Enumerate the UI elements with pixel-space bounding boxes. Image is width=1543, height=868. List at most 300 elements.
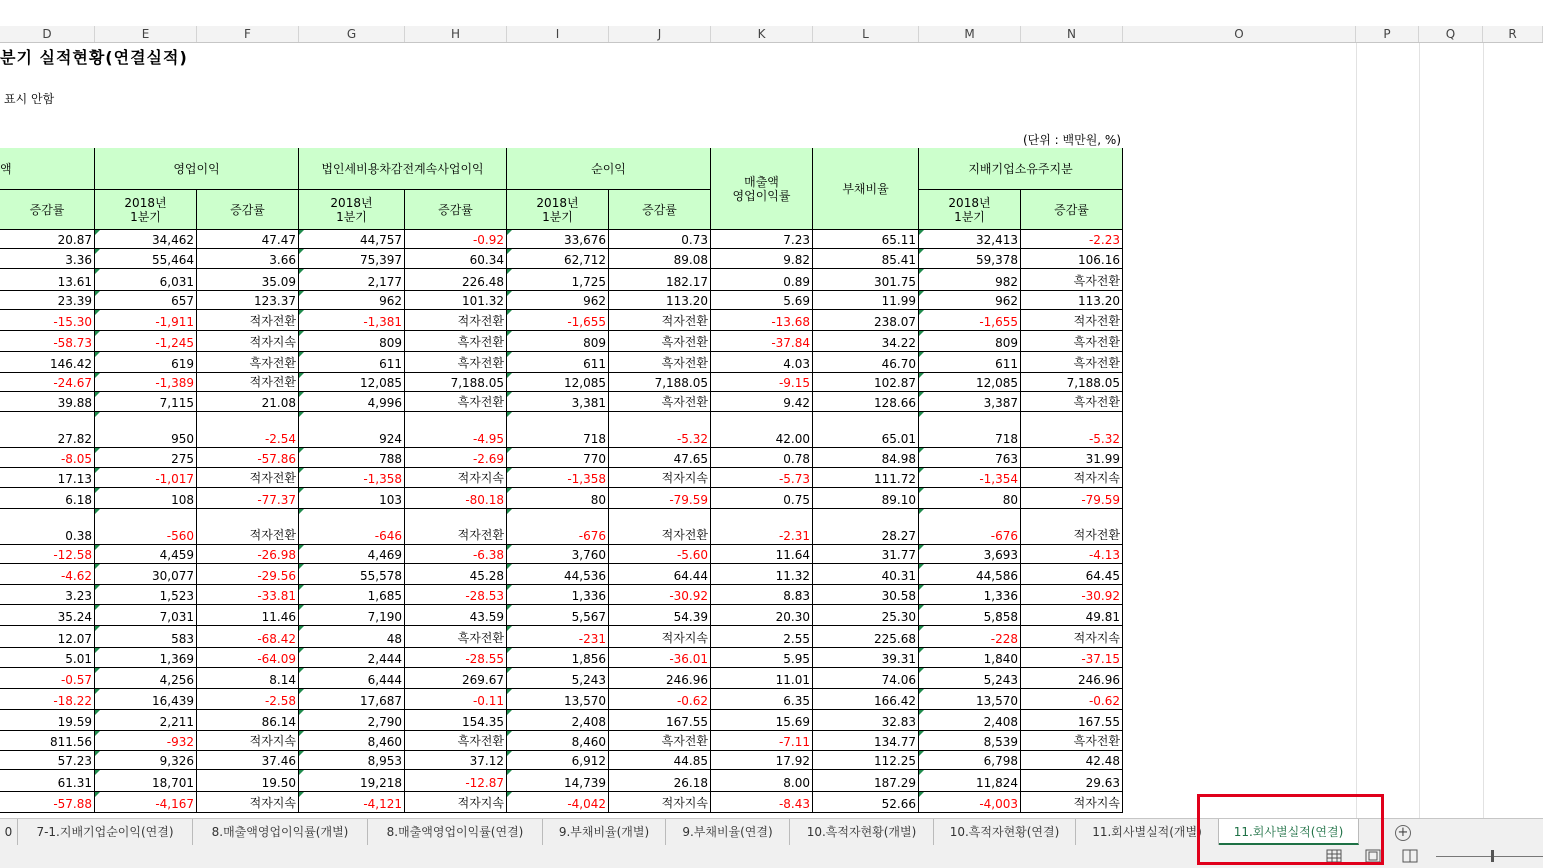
table-cell[interactable]: -64.09 <box>197 648 299 667</box>
table-cell[interactable]: 924 <box>299 412 405 447</box>
table-cell[interactable]: -80.18 <box>405 488 507 508</box>
column-header-h[interactable]: H <box>405 26 507 42</box>
table-cell[interactable]: 48 <box>299 626 405 647</box>
table-cell[interactable]: 1,685 <box>299 585 405 604</box>
table-cell[interactable]: 269.67 <box>405 668 507 688</box>
table-cell[interactable]: -1,381 <box>299 310 405 330</box>
column-header-k[interactable]: K <box>711 26 813 42</box>
table-cell[interactable]: 흑자전환 <box>609 392 711 411</box>
table-cell[interactable]: 적자전환 <box>197 509 299 544</box>
table-cell[interactable]: 12.07 <box>0 626 95 647</box>
table-cell[interactable]: 5,858 <box>919 605 1021 625</box>
table-cell[interactable]: -5.32 <box>1021 412 1123 447</box>
table-cell[interactable]: 11.64 <box>711 545 813 563</box>
table-cell[interactable]: -1,017 <box>95 468 197 487</box>
table-cell[interactable]: 3.23 <box>0 585 95 604</box>
zoom-slider[interactable] <box>1436 856 1543 857</box>
table-cell[interactable]: 43.59 <box>405 605 507 625</box>
table-cell[interactable]: 31.99 <box>1021 448 1123 467</box>
table-cell[interactable]: -1,389 <box>95 373 197 391</box>
sheet-tab[interactable]: 10.흑적자현황(개별) <box>790 819 934 845</box>
table-cell[interactable]: 적자전환 <box>609 310 711 330</box>
column-header-p[interactable]: P <box>1356 26 1419 42</box>
table-cell[interactable]: -5.73 <box>711 468 813 487</box>
table-cell[interactable]: 57.23 <box>0 751 95 769</box>
table-cell[interactable]: 6.35 <box>711 689 813 709</box>
table-cell[interactable]: 8,953 <box>299 751 405 769</box>
table-cell[interactable]: 1,369 <box>95 648 197 667</box>
table-cell[interactable]: 9.82 <box>711 249 813 268</box>
table-cell[interactable]: 238.07 <box>813 310 919 330</box>
page-break-icon[interactable] <box>1402 849 1418 863</box>
table-cell[interactable]: 17,687 <box>299 689 405 709</box>
table-cell[interactable]: 39.88 <box>0 392 95 411</box>
table-cell[interactable]: 40.31 <box>813 564 919 584</box>
table-cell[interactable]: 5,243 <box>919 668 1021 688</box>
table-cell[interactable]: 44,757 <box>299 230 405 248</box>
table-cell[interactable]: 42.48 <box>1021 751 1123 769</box>
column-header-m[interactable]: M <box>919 26 1021 42</box>
table-cell[interactable]: 흑자전환 <box>405 626 507 647</box>
table-cell[interactable]: 2,177 <box>299 269 405 290</box>
table-cell[interactable]: 85.41 <box>813 249 919 268</box>
table-cell[interactable]: 102.87 <box>813 373 919 391</box>
sheet-tab[interactable]: 9.부채비율(연결) <box>666 819 790 845</box>
sheet-tab[interactable]: 11.회사별실적(개별) <box>1076 819 1219 845</box>
table-cell[interactable]: 657 <box>95 291 197 309</box>
table-cell[interactable]: 4,469 <box>299 545 405 563</box>
table-cell[interactable]: 45.28 <box>405 564 507 584</box>
table-cell[interactable]: 44,536 <box>507 564 609 584</box>
table-cell[interactable]: 128.66 <box>813 392 919 411</box>
table-cell[interactable]: 49.81 <box>1021 605 1123 625</box>
table-cell[interactable]: 32.83 <box>813 710 919 730</box>
sheet-tab[interactable]: 8.매출액영업이익률(개별) <box>193 819 368 845</box>
table-cell[interactable]: 134.77 <box>813 731 919 750</box>
table-cell[interactable]: 8.83 <box>711 585 813 604</box>
column-header-i[interactable]: I <box>507 26 609 42</box>
table-cell[interactable]: 7,188.05 <box>405 373 507 391</box>
table-cell[interactable]: 4,996 <box>299 392 405 411</box>
table-cell[interactable]: 19.59 <box>0 710 95 730</box>
table-cell[interactable]: 3,387 <box>919 392 1021 411</box>
table-cell[interactable]: 0.78 <box>711 448 813 467</box>
table-cell[interactable]: 흑자전환 <box>609 352 711 372</box>
table-cell[interactable]: -932 <box>95 731 197 750</box>
table-cell[interactable]: 2,211 <box>95 710 197 730</box>
table-cell[interactable]: 55,464 <box>95 249 197 268</box>
table-cell[interactable]: 7,188.05 <box>1021 373 1123 391</box>
table-cell[interactable]: -58.73 <box>0 331 95 351</box>
table-cell[interactable]: 흑자전환 <box>609 331 711 351</box>
table-cell[interactable]: 982 <box>919 269 1021 290</box>
table-cell[interactable]: 7.23 <box>711 230 813 248</box>
table-cell[interactable]: 흑자전환 <box>1021 331 1123 351</box>
table-cell[interactable]: -6.38 <box>405 545 507 563</box>
table-cell[interactable]: 15.69 <box>711 710 813 730</box>
table-cell[interactable]: 59,378 <box>919 249 1021 268</box>
table-cell[interactable]: 52.66 <box>813 792 919 812</box>
table-cell[interactable]: 적자지속 <box>609 792 711 812</box>
table-cell[interactable]: -2.58 <box>197 689 299 709</box>
column-header-l[interactable]: L <box>813 26 919 42</box>
table-cell[interactable]: 12,085 <box>919 373 1021 391</box>
table-cell[interactable]: 11.32 <box>711 564 813 584</box>
table-cell[interactable]: 146.42 <box>0 352 95 372</box>
worksheet-grid[interactable] <box>0 43 1543 818</box>
table-cell[interactable]: 31.77 <box>813 545 919 563</box>
table-cell[interactable]: 27.82 <box>0 412 95 447</box>
table-cell[interactable]: -26.98 <box>197 545 299 563</box>
table-cell[interactable]: 84.98 <box>813 448 919 467</box>
table-cell[interactable]: 37.46 <box>197 751 299 769</box>
zoom-slider-thumb[interactable] <box>1491 850 1494 862</box>
column-header-g[interactable]: G <box>299 26 405 42</box>
table-cell[interactable]: 적자지속 <box>197 731 299 750</box>
column-header-n[interactable]: N <box>1021 26 1123 42</box>
table-cell[interactable]: 583 <box>95 626 197 647</box>
sheet-tab[interactable]: 11.회사별실적(연결) <box>1219 819 1359 845</box>
table-cell[interactable]: 11,824 <box>919 770 1021 791</box>
table-cell[interactable]: 39.31 <box>813 648 919 667</box>
table-cell[interactable]: 26.18 <box>609 770 711 791</box>
table-cell[interactable]: -1,911 <box>95 310 197 330</box>
table-cell[interactable]: 108 <box>95 488 197 508</box>
table-cell[interactable]: -5.32 <box>609 412 711 447</box>
column-header-d[interactable]: D <box>0 26 95 42</box>
table-cell[interactable]: 301.75 <box>813 269 919 290</box>
table-cell[interactable]: 809 <box>507 331 609 351</box>
table-cell[interactable]: -37.15 <box>1021 648 1123 667</box>
table-cell[interactable]: 적자지속 <box>405 468 507 487</box>
table-cell[interactable]: 8,460 <box>507 731 609 750</box>
table-cell[interactable]: 167.55 <box>1021 710 1123 730</box>
table-cell[interactable]: -7.11 <box>711 731 813 750</box>
table-cell[interactable]: -0.57 <box>0 668 95 688</box>
table-cell[interactable]: 21.08 <box>197 392 299 411</box>
table-cell[interactable]: -646 <box>299 509 405 544</box>
table-cell[interactable]: 2,444 <box>299 648 405 667</box>
table-cell[interactable]: 흑자전환 <box>1021 269 1123 290</box>
table-cell[interactable]: 3,760 <box>507 545 609 563</box>
table-cell[interactable]: 28.27 <box>813 509 919 544</box>
table-cell[interactable]: -68.42 <box>197 626 299 647</box>
table-cell[interactable]: 3.36 <box>0 249 95 268</box>
table-cell[interactable]: 3.66 <box>197 249 299 268</box>
table-cell[interactable]: 적자지속 <box>1021 626 1123 647</box>
table-cell[interactable]: 166.42 <box>813 689 919 709</box>
table-cell[interactable]: 33,676 <box>507 230 609 248</box>
table-cell[interactable]: 13,570 <box>507 689 609 709</box>
table-cell[interactable]: 19,218 <box>299 770 405 791</box>
table-cell[interactable]: 89.08 <box>609 249 711 268</box>
table-cell[interactable]: 61.31 <box>0 770 95 791</box>
table-cell[interactable]: 적자지속 <box>609 626 711 647</box>
table-cell[interactable]: 182.17 <box>609 269 711 290</box>
table-cell[interactable]: 적자지속 <box>405 792 507 812</box>
table-cell[interactable]: -1,354 <box>919 468 1021 487</box>
table-cell[interactable]: 30.58 <box>813 585 919 604</box>
table-cell[interactable]: -4,167 <box>95 792 197 812</box>
table-cell[interactable]: -77.37 <box>197 488 299 508</box>
table-cell[interactable]: 611 <box>507 352 609 372</box>
table-cell[interactable]: 154.35 <box>405 710 507 730</box>
table-cell[interactable]: -8.05 <box>0 448 95 467</box>
table-cell[interactable]: 35.09 <box>197 269 299 290</box>
table-cell[interactable]: 흑자전환 <box>1021 392 1123 411</box>
table-cell[interactable]: -231 <box>507 626 609 647</box>
table-cell[interactable]: 0.38 <box>0 509 95 544</box>
table-cell[interactable]: 2,408 <box>919 710 1021 730</box>
table-cell[interactable]: -4,121 <box>299 792 405 812</box>
table-cell[interactable]: -18.22 <box>0 689 95 709</box>
table-cell[interactable]: 64.44 <box>609 564 711 584</box>
table-cell[interactable]: -30.92 <box>1021 585 1123 604</box>
table-cell[interactable]: 적자전환 <box>609 509 711 544</box>
table-cell[interactable]: -1,358 <box>507 468 609 487</box>
table-cell[interactable]: 770 <box>507 448 609 467</box>
table-cell[interactable]: 962 <box>299 291 405 309</box>
table-cell[interactable]: 225.68 <box>813 626 919 647</box>
table-cell[interactable]: 1,336 <box>919 585 1021 604</box>
table-cell[interactable]: 적자전환 <box>197 310 299 330</box>
table-cell[interactable]: 흑자전환 <box>1021 731 1123 750</box>
table-cell[interactable]: 246.96 <box>1021 668 1123 688</box>
table-cell[interactable]: -9.15 <box>711 373 813 391</box>
table-cell[interactable]: 1,725 <box>507 269 609 290</box>
table-cell[interactable]: 9.42 <box>711 392 813 411</box>
table-cell[interactable]: 89.10 <box>813 488 919 508</box>
table-cell[interactable]: -0.92 <box>405 230 507 248</box>
table-cell[interactable]: 44.85 <box>609 751 711 769</box>
table-cell[interactable]: -4,003 <box>919 792 1021 812</box>
table-cell[interactable]: 5.69 <box>711 291 813 309</box>
table-cell[interactable]: -2.31 <box>711 509 813 544</box>
table-cell[interactable]: 60.34 <box>405 249 507 268</box>
table-cell[interactable]: -1,358 <box>299 468 405 487</box>
table-cell[interactable]: 47.47 <box>197 230 299 248</box>
table-cell[interactable]: 718 <box>919 412 1021 447</box>
table-cell[interactable]: 611 <box>299 352 405 372</box>
table-cell[interactable]: 1,336 <box>507 585 609 604</box>
table-cell[interactable]: 13,570 <box>919 689 1021 709</box>
table-cell[interactable]: 8,539 <box>919 731 1021 750</box>
table-cell[interactable]: -79.59 <box>1021 488 1123 508</box>
table-cell[interactable]: 103 <box>299 488 405 508</box>
sheet-tab[interactable]: 8.매출액영업이익률(연결) <box>368 819 543 845</box>
table-cell[interactable]: 74.06 <box>813 668 919 688</box>
table-cell[interactable]: 29.63 <box>1021 770 1123 791</box>
table-cell[interactable]: 2,408 <box>507 710 609 730</box>
table-cell[interactable]: -228 <box>919 626 1021 647</box>
table-cell[interactable]: 6,912 <box>507 751 609 769</box>
table-cell[interactable]: -36.01 <box>609 648 711 667</box>
table-cell[interactable]: 55,578 <box>299 564 405 584</box>
table-cell[interactable]: -57.86 <box>197 448 299 467</box>
table-cell[interactable]: 11.01 <box>711 668 813 688</box>
table-cell[interactable]: -57.88 <box>0 792 95 812</box>
column-header-f[interactable]: F <box>197 26 299 42</box>
table-cell[interactable]: 32,413 <box>919 230 1021 248</box>
table-cell[interactable]: 1,840 <box>919 648 1021 667</box>
table-cell[interactable]: 14,739 <box>507 770 609 791</box>
table-cell[interactable]: 950 <box>95 412 197 447</box>
table-cell[interactable]: 62,712 <box>507 249 609 268</box>
table-cell[interactable]: 5.01 <box>0 648 95 667</box>
table-cell[interactable]: 811.56 <box>0 731 95 750</box>
table-cell[interactable]: -4.62 <box>0 564 95 584</box>
table-cell[interactable]: -79.59 <box>609 488 711 508</box>
column-header-o[interactable]: O <box>1123 26 1356 42</box>
table-cell[interactable]: -12.58 <box>0 545 95 563</box>
table-cell[interactable]: -15.30 <box>0 310 95 330</box>
table-cell[interactable]: 54.39 <box>609 605 711 625</box>
table-cell[interactable]: -24.67 <box>0 373 95 391</box>
table-cell[interactable]: 788 <box>299 448 405 467</box>
table-cell[interactable]: 86.14 <box>197 710 299 730</box>
table-cell[interactable]: 8.14 <box>197 668 299 688</box>
table-cell[interactable]: 20.87 <box>0 230 95 248</box>
plus-circle-icon[interactable]: + <box>1395 825 1411 841</box>
table-cell[interactable]: -8.43 <box>711 792 813 812</box>
table-cell[interactable]: 962 <box>507 291 609 309</box>
table-cell[interactable]: 적자전환 <box>1021 509 1123 544</box>
table-cell[interactable]: 18,701 <box>95 770 197 791</box>
sheet-tab[interactable]: 9.부채비율(개별) <box>543 819 666 845</box>
table-cell[interactable]: 20.30 <box>711 605 813 625</box>
table-cell[interactable]: 46.70 <box>813 352 919 372</box>
column-header-e[interactable]: E <box>95 26 197 42</box>
sheet-tab[interactable]: 7-1.지배기업순이익(연결) <box>18 819 193 845</box>
table-cell[interactable]: 13.61 <box>0 269 95 290</box>
table-cell[interactable]: 123.37 <box>197 291 299 309</box>
table-cell[interactable]: -13.68 <box>711 310 813 330</box>
table-cell[interactable]: 275 <box>95 448 197 467</box>
table-cell[interactable]: 적자전환 <box>405 509 507 544</box>
table-cell[interactable]: 5.95 <box>711 648 813 667</box>
table-cell[interactable]: -0.62 <box>1021 689 1123 709</box>
table-cell[interactable]: 34,462 <box>95 230 197 248</box>
table-cell[interactable]: 1,856 <box>507 648 609 667</box>
table-cell[interactable]: 6,444 <box>299 668 405 688</box>
table-cell[interactable]: 7,031 <box>95 605 197 625</box>
table-cell[interactable]: 763 <box>919 448 1021 467</box>
table-cell[interactable]: -4.13 <box>1021 545 1123 563</box>
table-cell[interactable]: 111.72 <box>813 468 919 487</box>
table-cell[interactable]: 17.92 <box>711 751 813 769</box>
table-cell[interactable]: 적자전환 <box>197 373 299 391</box>
table-cell[interactable]: 6.18 <box>0 488 95 508</box>
table-cell[interactable]: 64.45 <box>1021 564 1123 584</box>
table-cell[interactable]: 23.39 <box>0 291 95 309</box>
table-cell[interactable]: 17.13 <box>0 468 95 487</box>
table-cell[interactable]: 113.20 <box>609 291 711 309</box>
table-cell[interactable]: 0.89 <box>711 269 813 290</box>
table-cell[interactable]: 12,085 <box>299 373 405 391</box>
table-cell[interactable]: 11.46 <box>197 605 299 625</box>
table-cell[interactable]: 9,326 <box>95 751 197 769</box>
table-cell[interactable]: 흑자전환 <box>197 352 299 372</box>
table-cell[interactable]: 11.99 <box>813 291 919 309</box>
table-cell[interactable]: -4.95 <box>405 412 507 447</box>
table-cell[interactable]: 3,381 <box>507 392 609 411</box>
table-cell[interactable]: 적자전환 <box>1021 310 1123 330</box>
table-cell[interactable]: 80 <box>919 488 1021 508</box>
table-cell[interactable]: 4.03 <box>711 352 813 372</box>
table-cell[interactable]: 65.01 <box>813 412 919 447</box>
table-cell[interactable]: 226.48 <box>405 269 507 290</box>
table-cell[interactable]: -1,245 <box>95 331 197 351</box>
table-cell[interactable]: 42.00 <box>711 412 813 447</box>
table-cell[interactable]: -33.81 <box>197 585 299 604</box>
column-header-j[interactable]: J <box>609 26 711 42</box>
table-cell[interactable]: -29.56 <box>197 564 299 584</box>
column-header-r[interactable]: R <box>1483 26 1543 42</box>
table-cell[interactable]: -4,042 <box>507 792 609 812</box>
table-cell[interactable]: 809 <box>299 331 405 351</box>
table-cell[interactable]: 16,439 <box>95 689 197 709</box>
table-cell[interactable]: -37.84 <box>711 331 813 351</box>
table-cell[interactable]: 1,523 <box>95 585 197 604</box>
table-cell[interactable]: 246.96 <box>609 668 711 688</box>
table-cell[interactable]: 65.11 <box>813 230 919 248</box>
table-cell[interactable]: 962 <box>919 291 1021 309</box>
table-cell[interactable]: 적자지속 <box>197 792 299 812</box>
table-cell[interactable]: 19.50 <box>197 770 299 791</box>
table-cell[interactable]: 44,586 <box>919 564 1021 584</box>
table-cell[interactable]: 80 <box>507 488 609 508</box>
table-cell[interactable]: 47.65 <box>609 448 711 467</box>
table-cell[interactable]: 4,256 <box>95 668 197 688</box>
table-cell[interactable]: 7,188.05 <box>609 373 711 391</box>
table-cell[interactable]: -676 <box>507 509 609 544</box>
column-header-q[interactable]: Q <box>1419 26 1483 42</box>
table-cell[interactable]: -2.23 <box>1021 230 1123 248</box>
table-cell[interactable]: -2.54 <box>197 412 299 447</box>
table-cell[interactable]: 75,397 <box>299 249 405 268</box>
table-cell[interactable]: 6,798 <box>919 751 1021 769</box>
table-cell[interactable]: 흑자전환 <box>1021 352 1123 372</box>
table-cell[interactable]: -12.87 <box>405 770 507 791</box>
table-cell[interactable]: 113.20 <box>1021 291 1123 309</box>
table-cell[interactable]: -2.69 <box>405 448 507 467</box>
table-cell[interactable]: -0.11 <box>405 689 507 709</box>
table-cell[interactable]: 적자지속 <box>1021 792 1123 812</box>
table-cell[interactable]: 809 <box>919 331 1021 351</box>
table-cell[interactable]: 718 <box>507 412 609 447</box>
table-cell[interactable]: -676 <box>919 509 1021 544</box>
table-cell[interactable]: 흑자전환 <box>405 392 507 411</box>
table-cell[interactable]: 8,460 <box>299 731 405 750</box>
table-cell[interactable]: 5,567 <box>507 605 609 625</box>
table-cell[interactable]: 2.55 <box>711 626 813 647</box>
table-cell[interactable]: 6,031 <box>95 269 197 290</box>
table-cell[interactable]: 25.30 <box>813 605 919 625</box>
table-cell[interactable]: 101.32 <box>405 291 507 309</box>
table-cell[interactable]: 흑자전환 <box>609 731 711 750</box>
table-cell[interactable]: 619 <box>95 352 197 372</box>
sheet-tab[interactable]: 10.흑적자현황(연결) <box>934 819 1076 845</box>
table-cell[interactable]: 적자지속 <box>197 331 299 351</box>
table-cell[interactable]: 3,693 <box>919 545 1021 563</box>
table-cell[interactable]: 611 <box>919 352 1021 372</box>
table-cell[interactable]: 112.25 <box>813 751 919 769</box>
table-cell[interactable]: 흑자전환 <box>405 331 507 351</box>
table-cell[interactable]: -1,655 <box>507 310 609 330</box>
table-cell[interactable]: 30,077 <box>95 564 197 584</box>
table-cell[interactable]: 7,115 <box>95 392 197 411</box>
table-cell[interactable]: 187.29 <box>813 770 919 791</box>
